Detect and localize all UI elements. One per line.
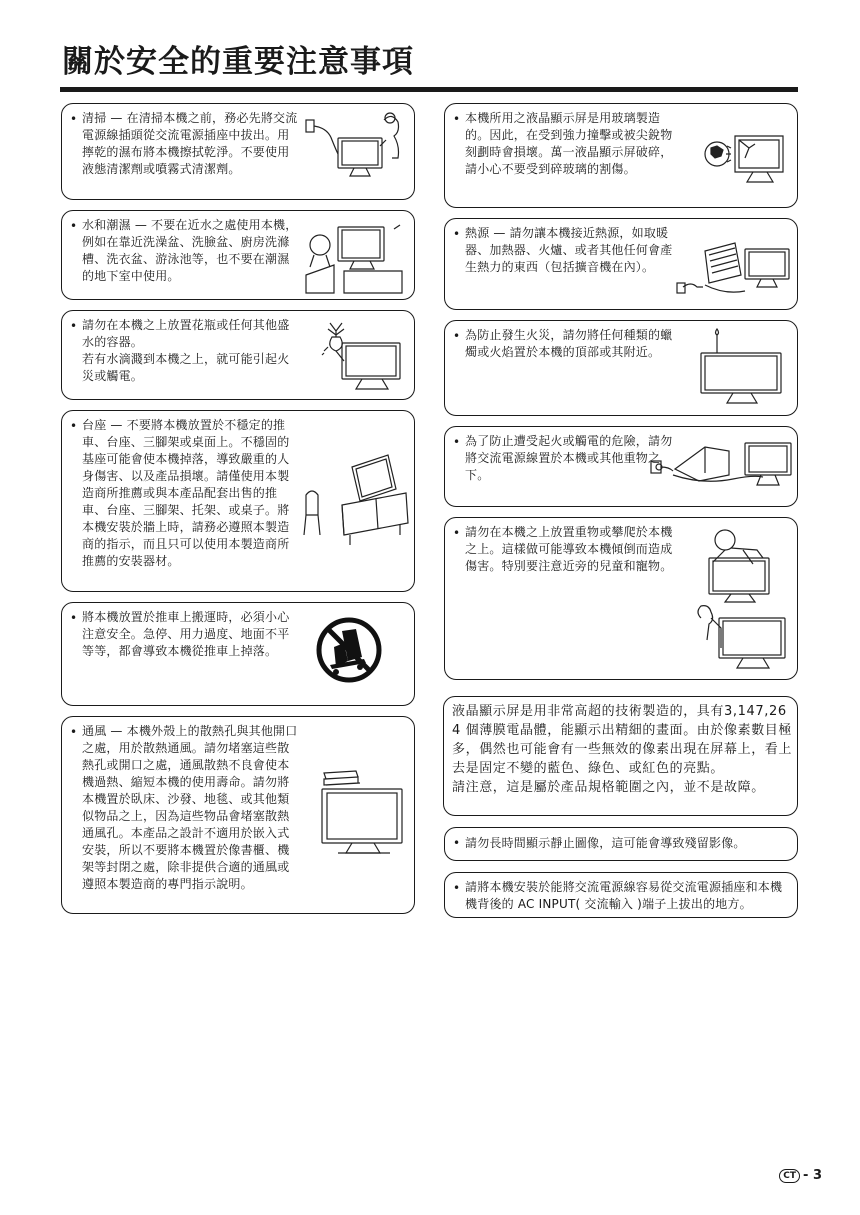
notice-cart [61,602,415,706]
ball-hitting-tv-illustration [699,114,791,198]
notice-stand [61,410,415,592]
heater-tv-illustration [675,229,793,305]
notice-power-cord [444,426,798,507]
bullet: • [453,227,461,241]
lcd-note-paragraph-1: 液晶顯示屏是用非常高超的技術製造的，具有3,147,264 個薄膜電晶體，能顯示出精細的畫面。由於像素數目極多，偶然也可能會有一些無效的像素出現在屏幕上，看上去是固定不變的藍色、綠色、或紅色的亮點。 [452,704,793,776]
notice-climb [444,517,798,680]
notice-text: 將本機放置於推車上搬運時，必須小心注意安全。急停、用力過度、地面不平等等，都會導致本機從推車上掉落。 [82,610,290,658]
bullet: • [453,435,461,449]
language-badge: CT [779,1169,800,1183]
bullet: • [453,526,461,540]
lcd-note-paragraph-2: 請注意，這是屬於產品規格範圍之內，並不是故障。 [452,780,765,795]
page-title: 關於安全的重要注意事項 [62,44,414,80]
notice-still-image [444,827,798,861]
bullet: • [70,112,78,126]
lcd-pixel-note [443,696,798,816]
notice-text: 水和潮濕 — 不要在近水之處使用本機，例如在靠近洗澡盆、洗臉盆、廚房洗滌槽、洗衣盆、游泳池等，也不要在潮濕的地下室中使用。 [82,218,298,283]
cart-warning-icon [316,617,382,683]
candle-on-tv-illustration [695,327,791,411]
notice-vase [61,310,415,400]
page-number [779,1168,822,1183]
notice-water [61,210,415,300]
notice-cleaning [61,103,415,200]
notice-text: 請勿長時間顯示靜止圖像，這可能會導致殘留影像。 [465,836,746,850]
bullet: • [453,329,461,343]
unstable-stand-illustration [300,449,412,549]
notice-glass [444,103,798,208]
water-tv-illustration [304,215,408,295]
page-number-value: 3 [812,1168,822,1183]
notice-install-location [444,872,798,918]
notice-ventilation [61,716,415,914]
ventilation-tv-illustration [316,769,412,861]
power-cord-under-tv-illustration [649,433,795,501]
notice-text: 通風 — 本機外殼上的散熱孔與其他開口之處，用於散熱通風。請勿堵塞這些散熱孔或開口之處，通風散熱不良會使本機過熱、縮短本機的使用壽命。請勿將本機置於臥床、沙發、地毯、或其他類似物品之上，因為這些物品會堵塞散熱通風孔。本產品之設計不適用於嵌入式安裝，所以不要將本機置於像書櫃、機架等封閉之處，除非提供合適的通風或遵照本製造商的專門指示說明。 [82,724,298,891]
cleaning-tv-illustration [302,110,406,192]
title-rule [60,87,798,92]
notice-text: 熱源 — 請勿讓本機接近熱源，如取暖器、加熱器、火爐、或者其他任何會產生熱力的東西（包括擴音機在內）。 [465,226,673,274]
bullet: • [453,881,461,895]
notice-text: 請將本機安裝於能將交流電源線容易從交流電源插座和本機機背後的 AC INPUT( 交流輸入 )端子上拔出的地方。 [465,880,783,911]
bullet: • [70,419,78,433]
notice-text: 請勿在本機之上放置重物或攀爬於本機之上。這樣做可能導致本機傾倒而造成傷害。特別要注意近旁的兒童和寵物。 [465,525,673,573]
notice-heat [444,218,798,310]
notice-text: 台座 — 不要將本機放置於不穩定的推車、台座、三腳架或桌面上。不穩固的基座可能會使本機掉落，導致嚴重的人身傷害、以及產品損壞。請僅使用本製造商所推薦或與本產品配套出售的推車、台座、三腳架、托架、或桌子。將本機安裝於牆上時，請務必遵照本製造商的指示，而且只可以使用本製造商所推薦的安裝器材。 [82,418,290,568]
notice-text: 請勿在本機之上放置花瓶或任何其他盛水的容器。 若有水滴濺到本機之上，就可能引起火災或觸電。 [82,318,290,383]
bullet: • [70,725,78,739]
notice-text: 本機所用之液晶顯示屏是用玻璃製造的。因此，在受到強力撞擊或被尖銳物刻劃時會損壞。萬一液晶顯示屏破碎，請小心不要受到碎玻璃的割傷。 [465,111,673,176]
bullet: • [453,836,461,850]
notice-text: 為防止發生火災，請勿將任何種類的蠟燭或火焰置於本機的頂部或其附近。 [465,328,673,359]
notice-text: 清掃 — 在清掃本機之前，務必先將交流電源線插頭從交流電源插座中拔出。用擰乾的濕布將本機擦拭乾淨。不要使用液態清潔劑或噴霧式清潔劑。 [82,111,298,176]
child-pet-tv-illustration [683,522,795,676]
bullet: • [70,319,78,333]
vase-on-tv-illustration [314,317,408,397]
bullet: • [70,611,78,625]
bullet: • [70,219,78,233]
page-separator: - [803,1168,809,1183]
notice-candle [444,320,798,416]
notice-text: 為了防止遭受起火或觸電的危險，請勿將交流電源線置於本機或其他重物之下。 [465,434,673,482]
bullet: • [453,112,461,126]
